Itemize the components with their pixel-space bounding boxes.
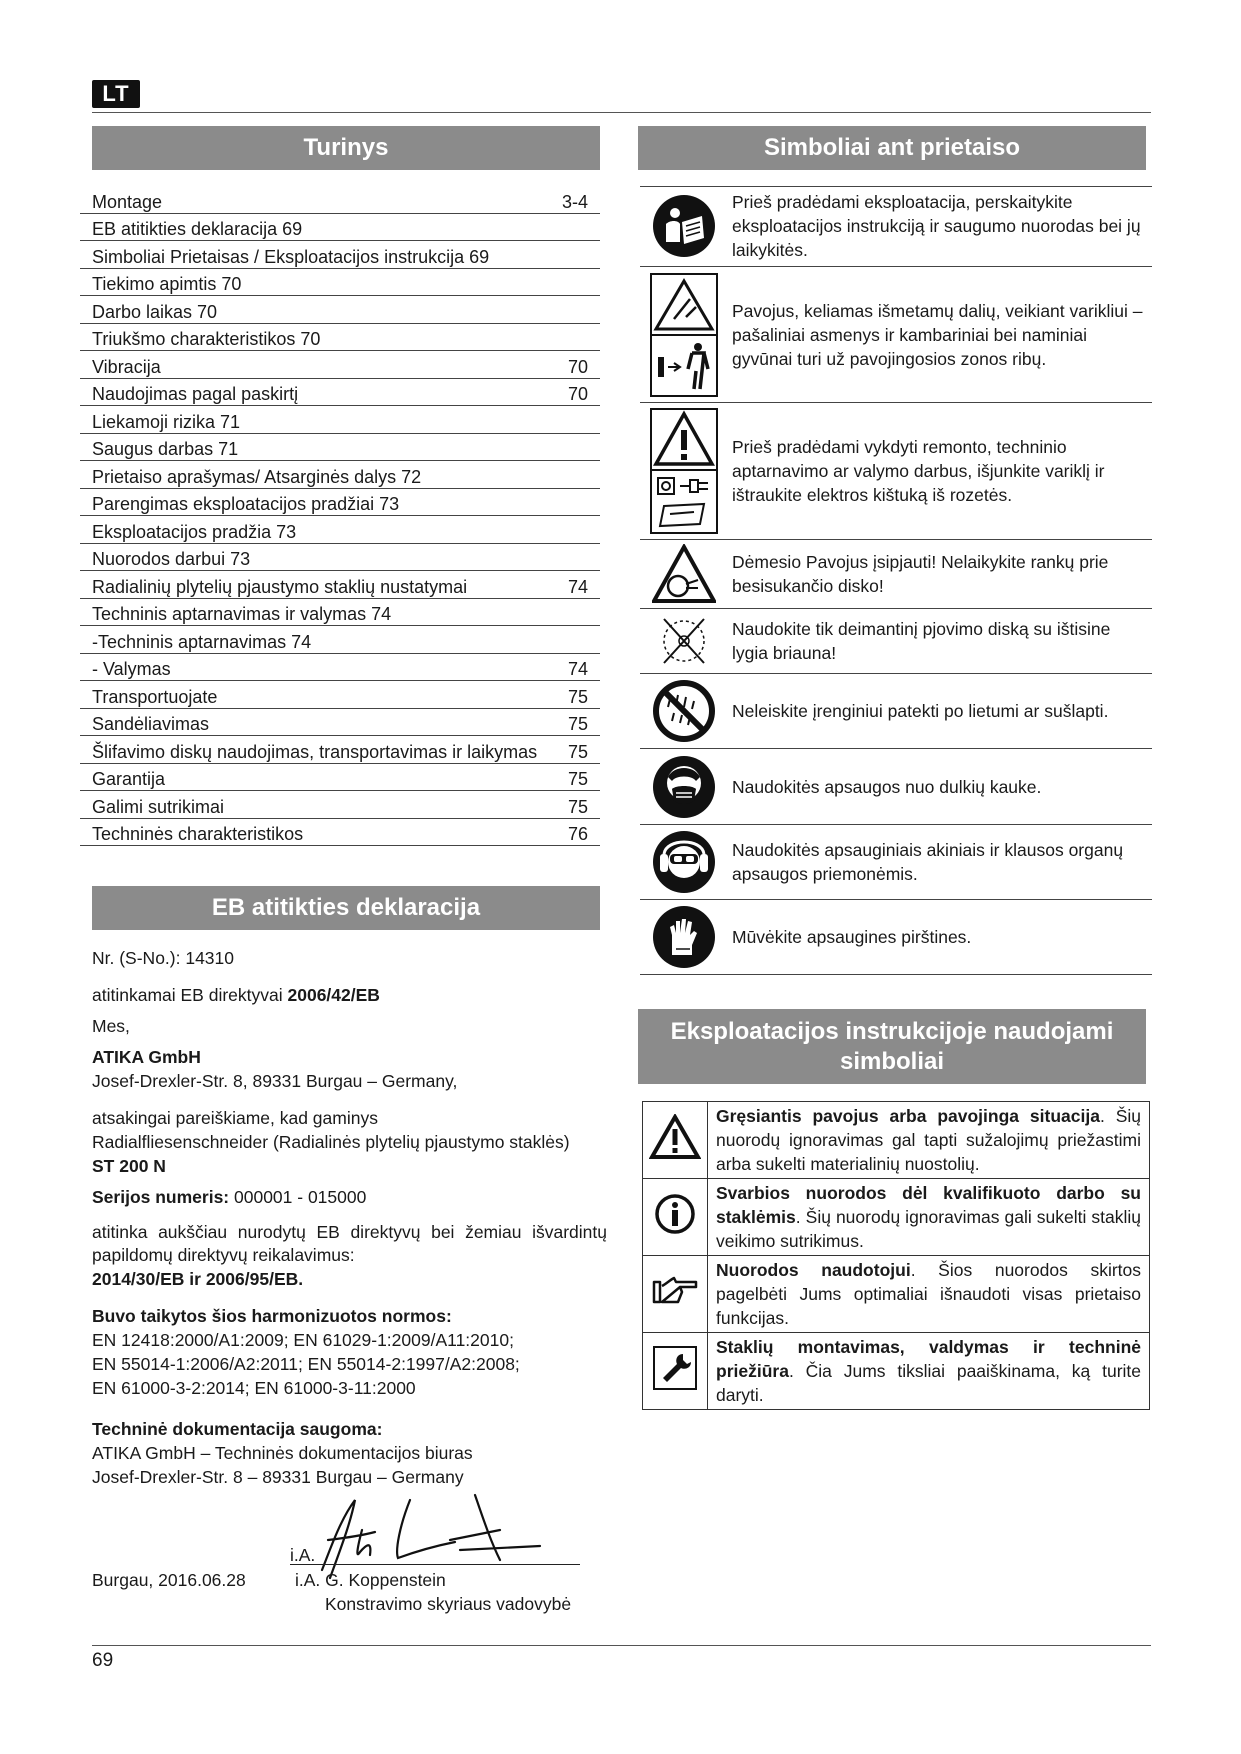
table-of-contents bbox=[80, 186, 600, 846]
docs-line-1: ATIKA GmbH – Techninės dokumentacijos biuras bbox=[92, 1443, 473, 1463]
symbols-manual-title-line-2: simboliai bbox=[839, 1048, 945, 1075]
toc-entry-label: Šlifavimo diskų naudojimas, transportavimas ir laikymas bbox=[92, 741, 538, 762]
toc-entry-page: 70 bbox=[567, 356, 588, 377]
docs-title: Techninė dokumentacija saugoma: bbox=[92, 1419, 383, 1439]
toc-entry-label: Galimi sutrikimai bbox=[92, 796, 225, 817]
toc-entry-page: 75 bbox=[567, 714, 588, 734]
toc-entry-page: 74 bbox=[567, 659, 588, 679]
page-number: 69 bbox=[92, 1650, 114, 1671]
symbol-text: Naudokitės apsauginiais akiniais ir klausos organų apsaugos priemonėmis. bbox=[732, 840, 1124, 884]
toc-entry-label: Garantija bbox=[92, 769, 166, 789]
dust-mask-icon bbox=[652, 755, 716, 819]
manual-symbol-bold: Staklių montavimas, valdymas ir techninė priežiūra bbox=[716, 1337, 1141, 1381]
manual-symbol-text: . Šių nuorodų ignoravimas gal tapti sužalojimų priežastimi arba sukelti materialinių nuostolių. bbox=[716, 1106, 1141, 1174]
toc-entry bbox=[80, 214, 600, 242]
toc-entry-label: Techninės charakteristikos bbox=[92, 824, 304, 844]
symbol-row bbox=[640, 674, 1152, 749]
toc-entry bbox=[80, 599, 600, 627]
manual-symbol-bold: Nuorodos naudotojui bbox=[716, 1260, 911, 1280]
toc-entry bbox=[80, 406, 600, 434]
toc-entry-label: Saugus darbas 71 bbox=[92, 439, 239, 459]
toc-entry bbox=[80, 626, 600, 654]
signatory-role: Konstravimo skyriaus vadovybė bbox=[325, 1594, 572, 1614]
manual-symbol-row bbox=[643, 1102, 1150, 1179]
serial-label: Serijos numeris: bbox=[92, 1187, 230, 1207]
toc-entry-label: Naudojimas pagal paskirtį bbox=[92, 384, 299, 404]
toc-entry bbox=[80, 571, 600, 599]
toc-entry-page: 75 bbox=[567, 796, 588, 817]
read-manual-icon bbox=[652, 194, 716, 258]
toc-entry bbox=[80, 269, 600, 297]
info-icon bbox=[654, 1193, 696, 1235]
symbol-text: Mūvėkite apsaugines pirštines. bbox=[732, 927, 972, 947]
serial-number bbox=[92, 1186, 612, 1209]
symbol-text: Naudokitės apsaugos nuo dulkių kauke. bbox=[732, 776, 1042, 797]
company-address: Josef-Drexler-Str. 8, 89331 Burgau – Germany, bbox=[92, 1071, 458, 1091]
toc-entry-label: Transportuojate bbox=[92, 686, 218, 707]
manual-symbol-row bbox=[643, 1256, 1150, 1333]
toc-entry-page: 70 bbox=[567, 384, 588, 404]
toc-entry bbox=[80, 324, 600, 352]
diamond-disc-only-icon bbox=[656, 614, 712, 668]
toc-entry bbox=[80, 544, 600, 572]
symbol-text: Neleiskite įrenginiui patekti po lietumi ar sušlapti. bbox=[732, 701, 1109, 721]
toc-entry-label: Darbo laikas 70 bbox=[92, 301, 218, 322]
symbol-row bbox=[640, 825, 1152, 900]
symbol-row bbox=[640, 900, 1152, 975]
declaration-title: EB atitikties deklaracija bbox=[92, 886, 600, 930]
toc-entry-page: 75 bbox=[567, 741, 588, 762]
toc-entry-page: 75 bbox=[567, 686, 588, 707]
toc-entry bbox=[80, 709, 600, 737]
product-model: ST 200 N bbox=[92, 1156, 166, 1176]
symbols-device-table bbox=[640, 186, 1152, 975]
toc-entry bbox=[80, 489, 600, 517]
toc-title: Turinys bbox=[92, 126, 600, 170]
symbols-manual-title-line-1: Eksploatacijos instrukcijoje naudojami bbox=[670, 1018, 1114, 1045]
toc-entry bbox=[80, 764, 600, 792]
symbols-device-title: Simboliai ant prietaiso bbox=[638, 126, 1146, 170]
toc-entry bbox=[80, 241, 600, 269]
symbol-text: Prieš pradėdami eksploatacija, perskaitykite eksploatacijos instrukciją ir saugumo nuorodas bei jų laikykitės. bbox=[732, 192, 1141, 260]
toc-entry bbox=[80, 654, 600, 682]
toc-entry-label: Nuorodos darbui 73 bbox=[92, 549, 251, 569]
toc-entry bbox=[80, 379, 600, 407]
manual-symbol-text: . Čia Jums tiksliai paaiškinama, ką turite daryti. bbox=[716, 1361, 1141, 1405]
toc-entry-label: - Valymas bbox=[92, 659, 171, 679]
toc-entry-page: 3-4 bbox=[561, 191, 588, 212]
toc-entry-label: EB atitikties deklaracija 69 bbox=[92, 219, 303, 239]
serial-value: 000001 - 015000 bbox=[229, 1187, 367, 1207]
directive-number: 2006/42/EB bbox=[287, 985, 380, 1005]
toc-entry-page: 76 bbox=[567, 824, 588, 844]
declaration-nr: Nr. (S-No.): 14310 bbox=[92, 948, 234, 968]
manual-symbol-bold: Svarbios nuorodos dėl kvalifikuoto darbo su staklėmis bbox=[716, 1183, 1141, 1227]
symbol-row bbox=[640, 267, 1152, 403]
toc-entry-label: Liekamoji rizika 71 bbox=[92, 411, 241, 432]
norms-line-3: EN 61000-3-2:2014; EN 61000-3-11:2000 bbox=[92, 1378, 416, 1398]
symbol-row bbox=[640, 540, 1152, 609]
toc-entry-label: Triukšmo charakteristikos 70 bbox=[92, 329, 321, 349]
wrench-icon bbox=[653, 1346, 697, 1390]
toc-entry-label: Tiekimo apimtis 70 bbox=[92, 274, 242, 294]
no-rain-icon bbox=[652, 679, 716, 743]
toc-entry bbox=[80, 736, 600, 764]
declaration-we: Mes, bbox=[92, 1016, 130, 1036]
norms-line-1: EN 12418:2000/A1:2009; EN 61029-1:2009/A11:2010; bbox=[92, 1330, 514, 1350]
toc-entry bbox=[80, 461, 600, 489]
toc-entry bbox=[80, 819, 600, 847]
toc-entry-label: Montage bbox=[92, 191, 163, 212]
norms-title: Buvo taikytos šios harmonizuotos normos: bbox=[92, 1306, 452, 1326]
ia-label: i.A. bbox=[290, 1545, 316, 1565]
toc-entry bbox=[80, 296, 600, 324]
language-badge: LT bbox=[92, 80, 140, 108]
signatory: i.A. G. Koppenstein bbox=[295, 1570, 446, 1590]
footer-rule bbox=[92, 1645, 1151, 1646]
manual-symbol-row bbox=[643, 1333, 1150, 1410]
product-name: Radialfliesenschneider (Radialinės plytelių pjaustymo staklės) bbox=[92, 1132, 570, 1152]
symbol-text: Pavojus, keliamas išmetamų dalių, veikiant varikliui – pašaliniai asmenys ir kambariniai bei naminiai gyvūnai turi už pavojingosios zonos ribų. bbox=[732, 300, 1143, 369]
thrown-parts-warning-icon bbox=[650, 273, 718, 397]
toc-entry bbox=[80, 186, 600, 214]
norms-line-2: EN 55014-1:2006/A2:2011; EN 55014-2:1997/A2:2008; bbox=[92, 1354, 520, 1374]
place-date: Burgau, 2016.06.28 bbox=[92, 1570, 246, 1590]
toc-entry-label: Parengimas eksploatacijos pradžiai 73 bbox=[92, 494, 400, 514]
toc-entry bbox=[80, 791, 600, 819]
symbol-text: Dėmesio Pavojus įsipjauti! Nelaikykite rankų prie besisukančio disko! bbox=[732, 552, 1109, 596]
signature-line bbox=[290, 1564, 580, 1565]
docs-line-2: Josef-Drexler-Str. 8 – 89331 Burgau – Germany bbox=[92, 1467, 464, 1487]
toc-entry bbox=[80, 516, 600, 544]
symbols-manual-table bbox=[642, 1101, 1150, 1410]
declaration-directive bbox=[92, 984, 612, 1007]
symbol-row bbox=[640, 403, 1152, 540]
compliance-text: atitinka aukščiau nurodytų EB direktyvų bei žemiau išvardintų papildomų direktyvų reikalavimus: bbox=[92, 1222, 607, 1265]
toc-entry-label: Eksploatacijos pradžia 73 bbox=[92, 521, 297, 542]
symbol-text: Naudokite tik deimantinį pjovimo diską su ištisine lygia briauna! bbox=[732, 619, 1111, 663]
gloves-icon bbox=[652, 905, 716, 969]
toc-entry-page: 74 bbox=[567, 576, 588, 597]
manual-symbol-text: . Šių nuorodų ignoravimas gali sukelti staklių veikimo sutrikimus. bbox=[716, 1207, 1141, 1251]
toc-entry-label: Sandėliavimas bbox=[92, 714, 210, 734]
symbols-manual-title bbox=[638, 1009, 1146, 1084]
toc-entry-label: -Techninis aptarnavimas 74 bbox=[92, 631, 312, 652]
toc-entry bbox=[80, 434, 600, 462]
manual-symbol-bold: Gręsiantis pavojus arba pavojinga situacija bbox=[716, 1106, 1100, 1126]
toc-entry-label: Radialinių plytelių pjaustymo staklių nustatymai bbox=[92, 576, 468, 597]
directive-prefix: atitinkamai EB direktyvai bbox=[92, 985, 288, 1005]
toc-entry-label: Simboliai Prietaisas / Eksploatacijos instrukcija 69 bbox=[92, 246, 490, 267]
company-name: ATIKA GmbH bbox=[92, 1047, 201, 1067]
symbol-row bbox=[640, 749, 1152, 825]
toc-entry bbox=[80, 351, 600, 379]
toc-entry-page: 75 bbox=[567, 769, 588, 789]
toc-entry bbox=[80, 681, 600, 709]
toc-entry-label: Vibracija bbox=[92, 356, 161, 377]
symbol-row bbox=[640, 609, 1152, 674]
pointing-hand-icon bbox=[650, 1274, 700, 1308]
warning-triangle-icon bbox=[649, 1114, 701, 1160]
symbol-row bbox=[640, 186, 1152, 267]
toc-entry-label: Prietaiso aprašymas/ Atsarginės dalys 72 bbox=[92, 466, 422, 487]
rotating-disc-warning-icon bbox=[652, 544, 716, 604]
compliance-directives: 2014/30/EB ir 2006/95/EB. bbox=[92, 1269, 304, 1289]
toc-entry-label: Techninis aptarnavimas ir valymas 74 bbox=[92, 604, 392, 624]
goggles-ear-protection-icon bbox=[652, 830, 716, 894]
unplug-before-maintenance-icon bbox=[650, 408, 718, 534]
manual-symbol-text: . Šios nuorodos skirtos pagelbėti Jums optimaliai išnaudoti visas prietaiso funkcijas. bbox=[716, 1260, 1141, 1328]
declaration-statement: atsakingai pareiškiame, kad gaminys bbox=[92, 1108, 378, 1128]
symbol-text: Prieš pradėdami vykdyti remonto, techninio aptarnavimo ar valymo darbus, išjunkite variklį ir ištraukite elektros kištuką iš rozetės. bbox=[732, 437, 1105, 505]
header-rule bbox=[92, 112, 1151, 113]
manual-symbol-row bbox=[643, 1179, 1150, 1256]
